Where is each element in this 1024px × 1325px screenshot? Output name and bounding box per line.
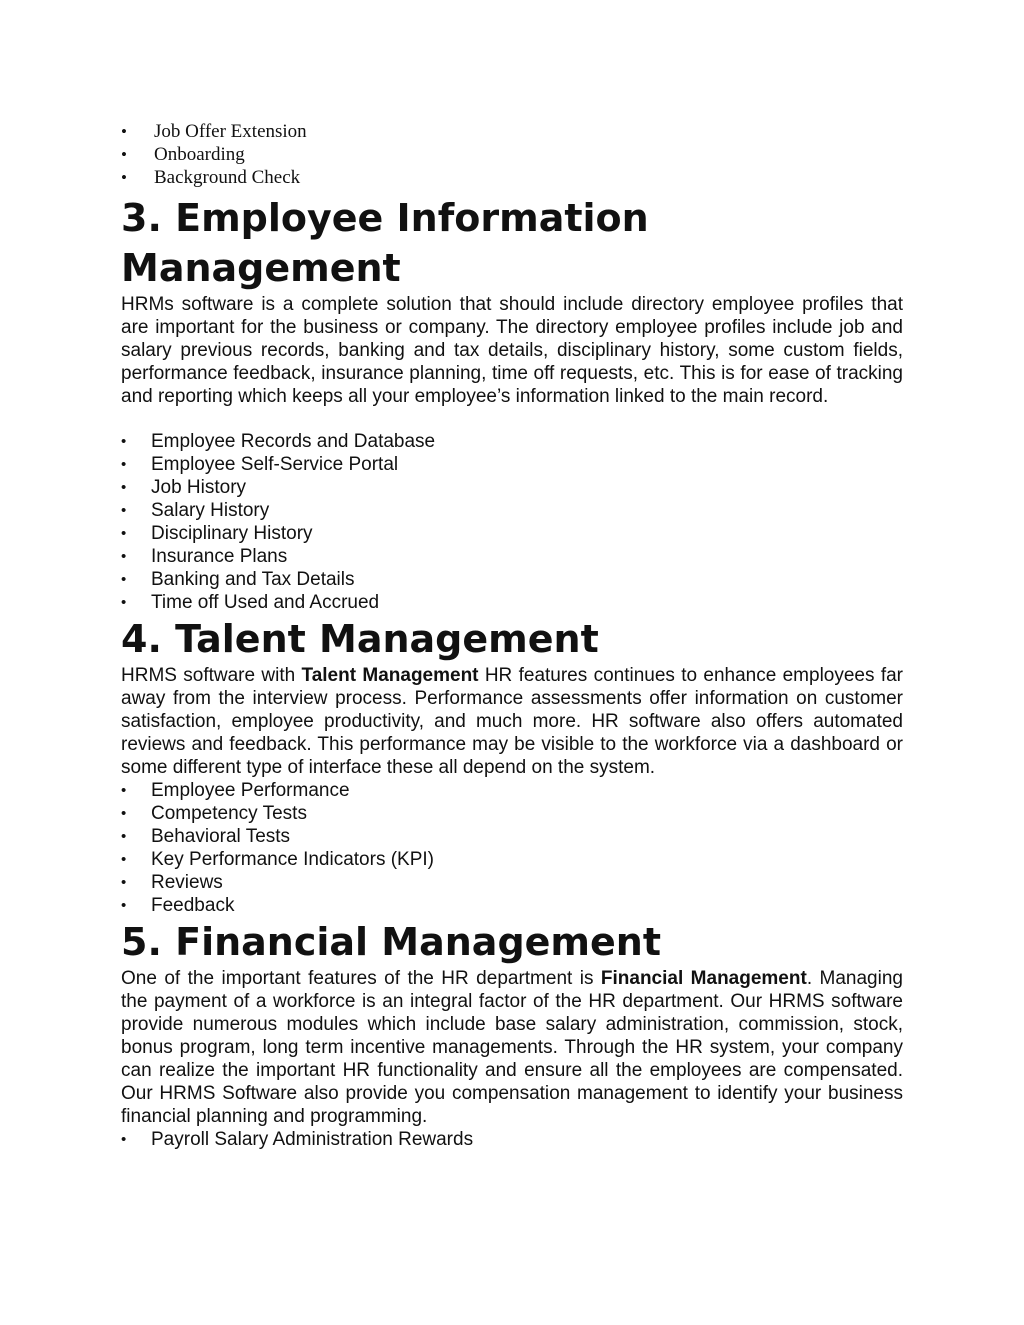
list-item: • Disciplinary History	[121, 522, 903, 545]
list-item: • Employee Records and Database	[121, 430, 903, 453]
section-4-text-rest: HR features continues to enhance employees far away from the interview process. Performance assessments offer information on customer satisfaction, employee productivity, and much more. HR software also offers automated reviews and feedback. This performance may be visible to the workforce via a dashboard or some different type of interface these all depend on the system.	[121, 665, 903, 778]
section-4-bullet-list	[121, 779, 903, 917]
section-3-paragraph: HRMs software is a complete solution that should include directory employee profiles that are important for the business or company. The directory employee profiles include job and salary previous records, banking and tax details, disciplinary history, some custom fields, performance feedback, insurance planning, time off requests, etc. This is for ease of tracking and reporting which keeps all your employee’s information linked to the main record.	[121, 294, 903, 407]
section-5-text-rest: . Managing the payment of a workforce is an integral factor of the HR department. Our HRMS software provide numerous modules which include base salary administration, commission, stock, bonus program, long term incentive managements. Through the HR system, your company can realize the important HR functionality and ensure all the employees are compensated. Our HRMS Software also provide you compensation management to identify your business financial planning and programming.	[121, 968, 903, 1127]
list-item: • Job Offer Extension	[121, 120, 903, 143]
list-item: • Job History	[121, 476, 903, 499]
list-item: • Time off Used and Accrued	[121, 591, 903, 614]
section-4-paragraph	[121, 664, 903, 779]
list-item: • Background Check	[121, 166, 903, 189]
list-item: • Payroll Salary Administration Rewards	[121, 1128, 903, 1151]
list-item: • Reviews	[121, 871, 903, 894]
top-bullet-list	[121, 120, 903, 189]
section-3-bullet-list	[121, 430, 903, 614]
list-item: • Onboarding	[121, 143, 903, 166]
section-5-text-start: One of the important features of the HR department is	[121, 968, 601, 989]
list-item: • Banking and Tax Details	[121, 568, 903, 591]
section-4-bold-term: Talent Management	[301, 665, 479, 686]
list-item: • Competency Tests	[121, 802, 903, 825]
list-item: • Behavioral Tests	[121, 825, 903, 848]
section-5-bullet-list	[121, 1128, 903, 1151]
section-5-paragraph	[121, 967, 903, 1128]
section-4-heading: 4. Talent Management	[121, 617, 599, 661]
list-item: • Employee Performance	[121, 779, 903, 802]
list-item: • Employee Self-Service Portal	[121, 453, 903, 476]
section-5-bold-term: Financial Management	[600, 968, 807, 989]
list-item: • Insurance Plans	[121, 545, 903, 568]
list-item: • Feedback	[121, 894, 903, 917]
section-3-heading: 3. Employee Information Management	[121, 196, 649, 290]
section-4-text-start: HRMS software with	[121, 665, 302, 686]
section-5-heading: 5. Financial Management	[121, 920, 661, 964]
list-item: • Salary History	[121, 499, 903, 522]
document-page	[121, 120, 903, 1151]
list-item: • Key Performance Indicators (KPI)	[121, 848, 903, 871]
